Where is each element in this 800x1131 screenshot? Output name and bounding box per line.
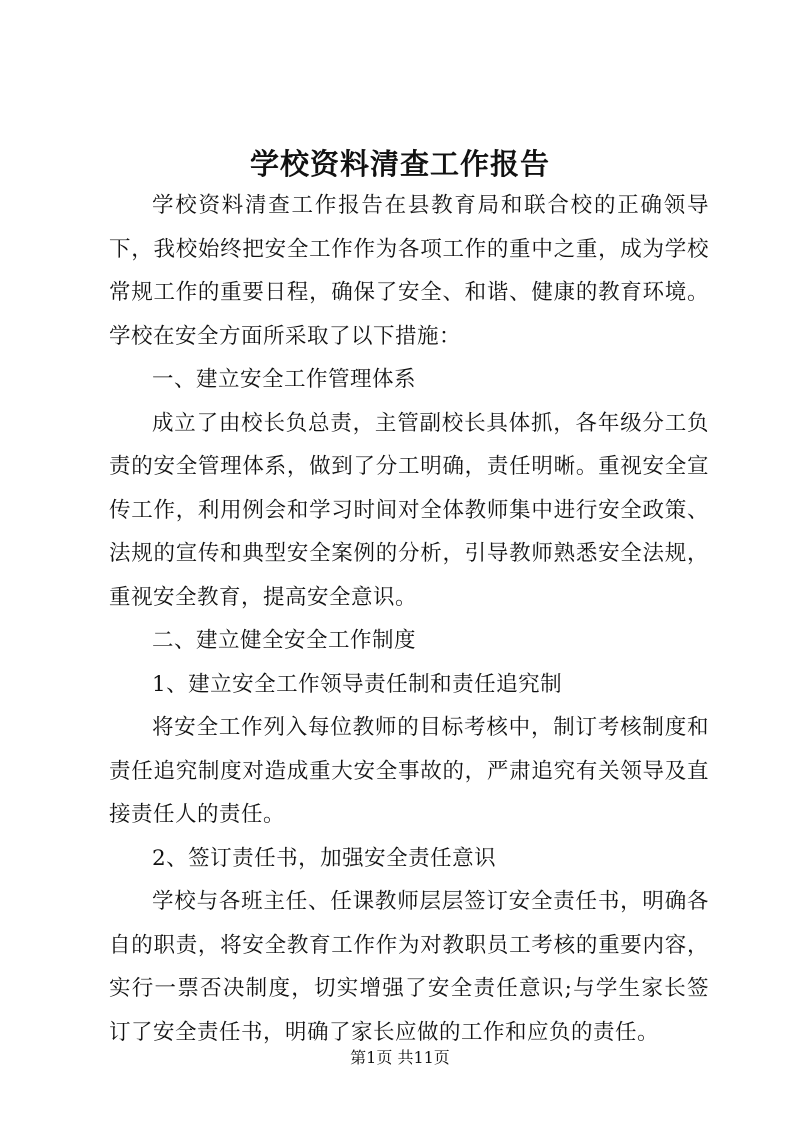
paragraph-intro: 学校资料清查工作报告在县教育局和联合校的正确领导下，我校始终把安全工作作为各项工作的重中之重，成为学校常规工作的重要日程，确保了安全、和谐、健康的教育环境。学校在安全方面所采取了以下措施：	[109, 193, 709, 349]
subheading-2-2: 2、签订责任书，加强安全责任意识	[152, 845, 497, 871]
page-number-footer: 第1页 共11页	[350, 1048, 450, 1067]
paragraph-section-1: 成立了由校长负总责，主管副校长具体抓，各年级分工负责的安全管理体系，做到了分工明确，责任明晰。重视安全宣传工作，利用例会和学习时间对全体教师集中进行安全政策、法规的宣传和典型安全案例的分析，引导教师熟悉安全法规，重视安全教育，提高安全意识。	[109, 410, 709, 610]
document-title: 学校资料清查工作报告	[249, 147, 550, 181]
document-body	[109, 184, 709, 1054]
paragraph-2-1: 将安全工作列入每位教师的目标考核中，制订考核制度和责任追究制度对造成重大安全事故的，严肃追究有关领导及直接责任人的责任。	[109, 715, 709, 827]
subheading-2-1: 1、建立安全工作领导责任制和责任追究制	[152, 671, 563, 697]
section-heading-2: 二、建立健全安全工作制度	[152, 628, 417, 653]
section-heading-1: 一、建立安全工作管理体系	[152, 367, 417, 392]
paragraph-2-2: 学校与各班主任、任课教师层层签订安全责任书，明确各自的职责，将安全教育工作作为对教职员工考核的重要内容，实行一票否决制度，切实增强了安全责任意识;与学生家长签订了安全责任书，明确了家长应做的工作和应负的责任。	[109, 889, 709, 1045]
